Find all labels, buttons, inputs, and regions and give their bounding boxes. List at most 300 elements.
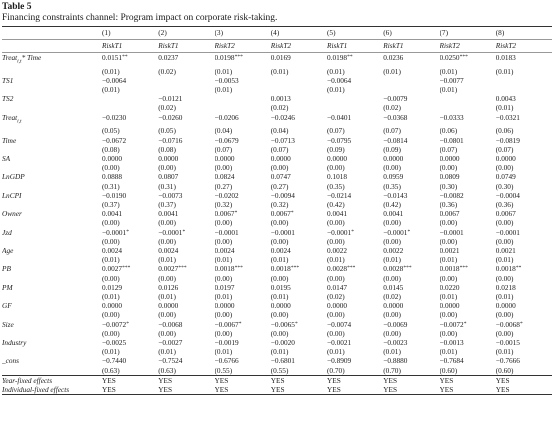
coefficient-cell: −0.0368	[383, 112, 408, 122]
std-error-cell: (0.00)	[158, 310, 176, 320]
coefficient-cell: 0.0250***	[439, 53, 468, 62]
std-error-cell: (0.08)	[102, 144, 120, 154]
significance-stars: *	[290, 210, 294, 217]
std-error-cell: (0.00)	[270, 273, 289, 283]
std-error-cell: (0.02)	[158, 66, 176, 76]
coefficient-cell: −0.0121	[158, 94, 183, 104]
coefficient-cell: 0.0747	[270, 172, 291, 182]
std-error-cell: (0.32)	[214, 199, 233, 209]
coefficient-cell: 0.0067	[439, 209, 460, 219]
std-error-cell: (0.01)	[158, 255, 176, 265]
variable-label-spacer	[2, 329, 102, 338]
significance-stars: *	[238, 320, 242, 327]
table-header	[2, 27, 552, 53]
variable-label: LnGDP	[2, 172, 25, 182]
std-error-cell: (0.00)	[102, 163, 120, 173]
std-error-cell	[215, 103, 271, 112]
std-error-cell: (0.00)	[495, 273, 514, 283]
std-error-cell	[327, 103, 383, 112]
std-error-cell: (0.00)	[214, 328, 233, 338]
table-body	[2, 53, 552, 395]
coefficient-cell: −0.0001*	[383, 227, 411, 237]
fixed-effects-cell: YES	[327, 375, 341, 385]
coefficient-cell: 0.0000	[383, 301, 404, 311]
coefficient-cell: −0.0801	[439, 135, 464, 145]
std-error-cell: (0.00)	[327, 163, 345, 173]
fixed-effects-cell: YES	[495, 385, 510, 395]
std-error-row	[2, 182, 552, 191]
std-error-cell: (0.27)	[270, 181, 289, 191]
coefficient-cell: −0.0064	[327, 75, 352, 85]
coefficient-cell: 0.0067*	[270, 209, 294, 219]
variable-label: TS2	[2, 94, 14, 104]
coefficient-cell: −0.0401	[327, 112, 352, 122]
std-error-cell: (0.00)	[327, 310, 345, 320]
std-error-cell: (0.00)	[214, 218, 233, 228]
std-error-cell: (0.01)	[383, 347, 401, 357]
coefficient-cell: −0.0260	[158, 112, 183, 122]
coefficient-cell: 0.0041	[327, 209, 348, 219]
coefficient-row	[2, 301, 552, 310]
dependent-variable: RiskT2	[214, 41, 235, 51]
std-error-row	[2, 200, 552, 209]
std-error-cell: (0.01)	[214, 347, 233, 357]
coefficient-cell	[327, 94, 383, 103]
coefficient-cell: −0.0025	[102, 338, 127, 347]
column-number-row	[2, 27, 552, 40]
coefficient-cell: −0.0713	[270, 135, 295, 145]
coefficient-cell: −0.0074	[327, 319, 352, 329]
variable-label-spacer	[2, 103, 102, 112]
coefficient-cell: −0.0716	[158, 135, 183, 145]
coefficient-cell: 0.0198**	[327, 53, 353, 62]
significance-stars: ***	[347, 265, 356, 272]
coefficient-cell: −0.0001*	[102, 227, 129, 237]
std-error-cell: (0.01)	[327, 255, 345, 265]
significance-stars: *	[126, 228, 129, 235]
std-error-cell: (0.63)	[158, 365, 176, 375]
coefficient-cell: 0.0000	[495, 153, 516, 163]
coefficient-cell: −0.0143	[383, 190, 408, 200]
std-error-row	[2, 310, 552, 319]
variable-label: Owner	[2, 209, 22, 219]
std-error-cell: (0.37)	[102, 199, 120, 209]
std-error-cell: (0.01)	[102, 66, 120, 76]
coefficient-cell: 0.0041	[383, 209, 404, 219]
std-error-cell: (0.04)	[270, 126, 289, 136]
coefficient-row	[2, 76, 552, 85]
coefficient-cell: 0.0151**	[102, 53, 128, 62]
significance-stars: ***	[178, 265, 187, 272]
std-error-cell: (0.00)	[383, 328, 401, 338]
coefficient-cell: 0.0000	[495, 301, 516, 311]
coefficient-cell: 0.0000	[102, 153, 123, 163]
dependent-variable: RiskT1	[383, 41, 404, 51]
coefficient-cell: −0.0072*	[439, 319, 467, 329]
std-error-cell: (0.35)	[383, 181, 401, 191]
header-corner	[2, 40, 102, 53]
std-error-cell: (0.01)	[214, 66, 233, 76]
std-error-cell: (0.55)	[270, 365, 289, 375]
coefficient-cell: −0.6801	[270, 356, 295, 366]
std-error-cell: (0.01)	[327, 347, 345, 357]
coefficient-cell: 0.0000	[270, 301, 291, 311]
std-error-row	[2, 126, 552, 135]
coefficient-cell: 0.0129	[102, 282, 123, 292]
std-error-row	[2, 347, 552, 356]
coefficient-cell: 0.0218	[495, 282, 516, 292]
dependent-variable-row	[2, 40, 552, 53]
column-number: (1)	[102, 28, 111, 38]
coefficient-cell: −0.0013	[439, 338, 464, 347]
std-error-cell: (0.00)	[270, 310, 289, 320]
variable-label: _cons	[2, 356, 20, 366]
coefficient-cell: −0.0001	[270, 227, 295, 237]
fixed-effects-row	[2, 375, 552, 385]
variable-label: Industry	[2, 338, 27, 347]
significance-stars: ***	[459, 54, 468, 60]
std-error-row	[2, 67, 552, 76]
std-error-row	[2, 145, 552, 154]
coefficient-cell: −0.7666	[495, 356, 520, 366]
variable-label-spacer	[2, 310, 102, 319]
std-error-cell	[102, 103, 158, 112]
std-error-cell: (0.70)	[383, 365, 401, 375]
fixed-effects-cell: YES	[383, 385, 398, 395]
variable-label-spacer	[2, 67, 102, 76]
std-error-cell: (0.04)	[214, 126, 233, 136]
variable-label-spacer	[2, 126, 102, 135]
column-number: (6)	[383, 28, 392, 38]
coefficient-cell: −0.0206	[214, 112, 239, 122]
coefficient-cell: 0.0236	[383, 53, 404, 62]
std-error-cell: (0.35)	[327, 181, 345, 191]
significance-stars: ***	[122, 265, 131, 272]
coefficient-cell	[271, 76, 327, 85]
column-number: (5)	[327, 28, 336, 38]
std-error-cell: (0.01)	[439, 347, 458, 357]
column-number: (8)	[495, 28, 505, 38]
coefficient-cell: −0.0001	[214, 227, 239, 237]
coefficient-cell: −0.0023	[383, 338, 408, 347]
coefficient-cell: 0.0809	[439, 172, 460, 182]
coefficient-cell: 0.0022	[327, 245, 348, 255]
coefficient-cell: 0.0145	[383, 282, 404, 292]
std-error-cell: (0.36)	[439, 199, 458, 209]
variable-label-spacer	[2, 163, 102, 172]
std-error-cell: (0.00)	[214, 273, 233, 283]
std-error-row	[2, 255, 552, 264]
coefficient-cell: 0.0183	[495, 53, 516, 62]
std-error-cell: (0.00)	[214, 236, 233, 246]
std-error-cell: (0.00)	[214, 163, 233, 173]
coefficient-cell: 0.0000	[102, 301, 123, 311]
coefficient-cell: −0.0082	[439, 190, 464, 200]
table-title: Table 5	[2, 2, 32, 12]
std-error-cell: (0.27)	[214, 181, 233, 191]
std-error-cell: (0.05)	[102, 126, 120, 136]
std-error-cell: (0.06)	[439, 126, 458, 136]
coefficient-cell: 0.0027***	[158, 264, 187, 274]
std-error-cell: (0.01)	[214, 291, 233, 301]
std-error-cell: (0.60)	[439, 365, 458, 375]
std-error-cell: (0.00)	[214, 310, 233, 320]
std-error-cell: (0.63)	[102, 365, 120, 375]
std-error-row	[2, 163, 552, 172]
coefficient-cell: −0.0053	[214, 75, 239, 85]
std-error-cell: (0.00)	[102, 236, 120, 246]
std-error-cell: (0.00)	[383, 310, 401, 320]
coefficient-cell: −0.0072*	[102, 319, 129, 329]
coefficient-cell: 0.0000	[158, 153, 179, 163]
std-error-cell: (0.01)	[214, 85, 233, 95]
std-error-cell: (0.07)	[270, 144, 289, 154]
header-corner	[2, 27, 102, 40]
variable-label: GF	[2, 301, 12, 311]
fixed-effects-cell: YES	[270, 375, 285, 385]
regression-table	[2, 26, 552, 395]
coefficient-cell: −0.0065*	[270, 319, 298, 329]
coefficient-cell: −0.0001*	[158, 227, 186, 237]
std-error-cell: (0.05)	[158, 126, 176, 136]
std-error-cell: (0.00)	[495, 310, 514, 320]
std-error-cell: (0.07)	[327, 126, 345, 136]
coefficient-cell: −0.0333	[439, 112, 464, 122]
std-error-cell: (0.02)	[327, 291, 345, 301]
std-error-cell: (0.06)	[495, 126, 514, 136]
coefficient-cell: −0.0015	[495, 338, 520, 347]
coefficient-cell: 0.0237	[158, 53, 179, 62]
table-caption: Financing constraints channel: Program impact on corporate risk-taking.	[2, 13, 278, 23]
column-number: (2)	[158, 28, 167, 38]
significance-stars: ***	[290, 265, 300, 272]
std-error-cell: (0.00)	[327, 328, 345, 338]
std-error-cell	[496, 85, 552, 94]
std-error-cell: (0.70)	[327, 365, 345, 375]
variable-label-spacer	[2, 145, 102, 154]
coefficient-cell: −0.0679	[214, 135, 239, 145]
std-error-cell: (0.30)	[495, 181, 514, 191]
coefficient-cell: −0.7524	[158, 356, 183, 366]
fixed-effects-cell: YES	[495, 375, 510, 385]
fixed-effects-cell: YES	[270, 385, 285, 395]
coefficient-cell: −0.0321	[495, 112, 520, 122]
fixed-effects-cell: YES	[439, 375, 454, 385]
coefficient-cell: 0.1018	[327, 172, 348, 182]
fixed-effects-cell: YES	[327, 385, 341, 395]
coefficient-cell: −0.0001	[495, 227, 520, 237]
coefficient-row	[2, 53, 552, 67]
fixed-effects-cell: YES	[158, 375, 173, 385]
significance-stars: ***	[403, 265, 412, 272]
fixed-effects-cell: YES	[439, 385, 454, 395]
coefficient-cell: 0.0024	[102, 245, 123, 255]
fixed-effects-label: Year-fixed effects	[2, 375, 53, 385]
dependent-variable: RiskT1	[102, 41, 123, 51]
std-error-cell: (0.00)	[383, 273, 401, 283]
std-error-cell: (0.00)	[439, 236, 458, 246]
std-error-cell: (0.01)	[158, 347, 176, 357]
coefficient-row	[2, 136, 552, 145]
fixed-effects-label: Individual-fixed effects	[2, 385, 70, 395]
std-error-cell: (0.31)	[158, 181, 176, 191]
coefficient-cell: −0.0064	[102, 75, 127, 85]
variable-label-spacer	[2, 182, 102, 191]
variable-label: Age	[2, 245, 14, 255]
coefficient-cell: −0.0672	[102, 135, 127, 145]
coefficient-cell	[383, 76, 439, 85]
coefficient-cell: 0.0000	[214, 301, 235, 311]
coefficient-row	[2, 356, 552, 365]
coefficient-cell	[102, 94, 158, 103]
coefficient-cell: −0.0246	[270, 112, 295, 122]
coefficient-cell: 0.0041	[158, 209, 179, 219]
std-error-cell: (0.00)	[327, 218, 345, 228]
std-error-row	[2, 218, 552, 227]
coefficient-cell: 0.0018***	[439, 264, 468, 274]
std-error-cell: (0.01)	[270, 291, 289, 301]
coefficient-cell: −0.0027	[158, 338, 183, 347]
std-error-cell: (0.00)	[158, 273, 176, 283]
std-error-cell: (0.00)	[158, 218, 176, 228]
std-error-cell: (0.01)	[102, 255, 120, 265]
std-error-cell: (0.00)	[102, 218, 120, 228]
dependent-variable: RiskT2	[439, 41, 460, 51]
std-error-cell: (0.00)	[270, 236, 289, 246]
std-error-cell: (0.01)	[439, 85, 458, 95]
std-error-cell: (0.09)	[327, 144, 345, 154]
std-error-cell: (0.02)	[270, 103, 289, 113]
std-error-cell: (0.00)	[439, 163, 458, 173]
std-error-cell: (0.01)	[102, 347, 120, 357]
coefficient-cell: 0.0022	[383, 245, 404, 255]
std-error-cell: (0.01)	[327, 85, 345, 95]
std-error-cell: (0.07)	[439, 144, 458, 154]
std-error-cell: (0.00)	[439, 273, 458, 283]
significance-stars: **	[122, 54, 128, 60]
coefficient-cell	[496, 76, 552, 85]
dependent-variable: RiskT2	[495, 41, 517, 51]
significance-stars: *	[351, 228, 354, 235]
variable-label: LnCPI	[2, 190, 22, 200]
significance-stars: *	[407, 228, 411, 235]
coefficient-cell: 0.0959	[383, 172, 404, 182]
coefficient-row	[2, 191, 552, 200]
std-error-cell: (0.00)	[383, 163, 401, 173]
variable-label-spacer	[2, 347, 102, 356]
coefficient-cell	[158, 76, 214, 85]
std-error-cell: (0.07)	[383, 126, 401, 136]
coefficient-cell: −0.0079	[383, 94, 408, 104]
coefficient-row	[2, 228, 552, 237]
std-error-cell: (0.00)	[102, 328, 120, 338]
variable-label-spacer	[2, 292, 102, 301]
std-error-cell: (0.00)	[158, 163, 176, 173]
std-error-cell: (0.00)	[270, 328, 289, 338]
column-number: (4)	[270, 28, 280, 38]
significance-stars: **	[515, 265, 522, 272]
coefficient-cell: 0.0169	[270, 53, 291, 62]
std-error-cell	[440, 103, 496, 112]
fixed-effects-cell: YES	[102, 375, 116, 385]
std-error-cell: (0.02)	[158, 103, 176, 113]
std-error-row	[2, 85, 552, 94]
std-error-cell: (0.07)	[214, 144, 233, 154]
coefficient-cell: 0.0067*	[214, 209, 238, 219]
variable-label-spacer	[2, 366, 102, 376]
std-error-cell: (0.01)	[383, 255, 401, 265]
coefficient-cell: 0.0024	[158, 245, 179, 255]
variable-label: Size	[2, 319, 14, 329]
coefficient-cell: 0.0000	[214, 153, 235, 163]
coefficient-cell: 0.0018***	[270, 264, 300, 274]
coefficient-row	[2, 209, 552, 218]
significance-stars: ***	[234, 265, 243, 272]
coefficient-cell: 0.0147	[327, 282, 348, 292]
coefficient-cell: 0.0198***	[214, 53, 243, 62]
fixed-effects-cell: YES	[383, 375, 398, 385]
coefficient-cell: −0.0004	[495, 190, 520, 200]
coefficient-cell: 0.0024	[270, 245, 291, 255]
std-error-cell: (0.01)	[270, 255, 289, 265]
std-error-cell: (0.01)	[495, 103, 514, 113]
coefficient-row	[2, 246, 552, 255]
std-error-cell: (0.01)	[495, 291, 514, 301]
coefficient-cell: 0.0027***	[102, 264, 131, 274]
coefficient-cell: −0.0230	[102, 112, 127, 122]
coefficient-cell: 0.0024	[214, 245, 235, 255]
variable-label-spacer	[2, 218, 102, 227]
significance-stars: ***	[234, 54, 243, 60]
coefficient-cell: 0.0043	[495, 94, 516, 104]
significance-stars: *	[126, 320, 129, 327]
fixed-effects-row	[2, 385, 552, 395]
std-error-cell: (0.00)	[102, 273, 120, 283]
std-error-cell: (0.30)	[439, 181, 458, 191]
std-error-cell: (0.37)	[158, 199, 176, 209]
std-error-cell: (0.02)	[383, 103, 401, 113]
coefficient-cell: −0.0814	[383, 135, 408, 145]
coefficient-cell: 0.0067	[495, 209, 516, 219]
std-error-cell: (0.01)	[102, 291, 120, 301]
coefficient-cell: −0.8909	[327, 356, 352, 366]
coefficient-cell: 0.0000	[327, 153, 348, 163]
coefficient-cell: 0.0807	[158, 172, 179, 182]
std-error-cell: (0.00)	[158, 236, 176, 246]
variable-label: Jzd	[2, 227, 12, 237]
fixed-effects-cell: YES	[214, 375, 229, 385]
std-error-cell	[383, 85, 439, 94]
std-error-row	[2, 366, 552, 376]
coefficient-row	[2, 172, 552, 181]
significance-stars: *	[463, 320, 467, 327]
coefficient-cell: −0.0795	[327, 135, 352, 145]
variable-label: TS1	[2, 75, 14, 85]
column-number: (3)	[214, 28, 224, 38]
std-error-cell: (0.01)	[270, 347, 289, 357]
coefficient-cell: 0.0018**	[495, 264, 522, 274]
variable-label-spacer	[2, 85, 102, 94]
coefficient-cell: 0.0000	[158, 301, 179, 311]
std-error-cell: (0.01)	[214, 255, 233, 265]
coefficient-row	[2, 113, 552, 127]
std-error-cell: (0.01)	[327, 66, 345, 76]
std-error-cell: (0.00)	[439, 218, 458, 228]
coefficient-cell: 0.0888	[102, 172, 123, 182]
coefficient-cell: 0.0126	[158, 282, 179, 292]
significance-stars: *	[182, 228, 186, 235]
std-error-cell: (0.00)	[439, 310, 458, 320]
